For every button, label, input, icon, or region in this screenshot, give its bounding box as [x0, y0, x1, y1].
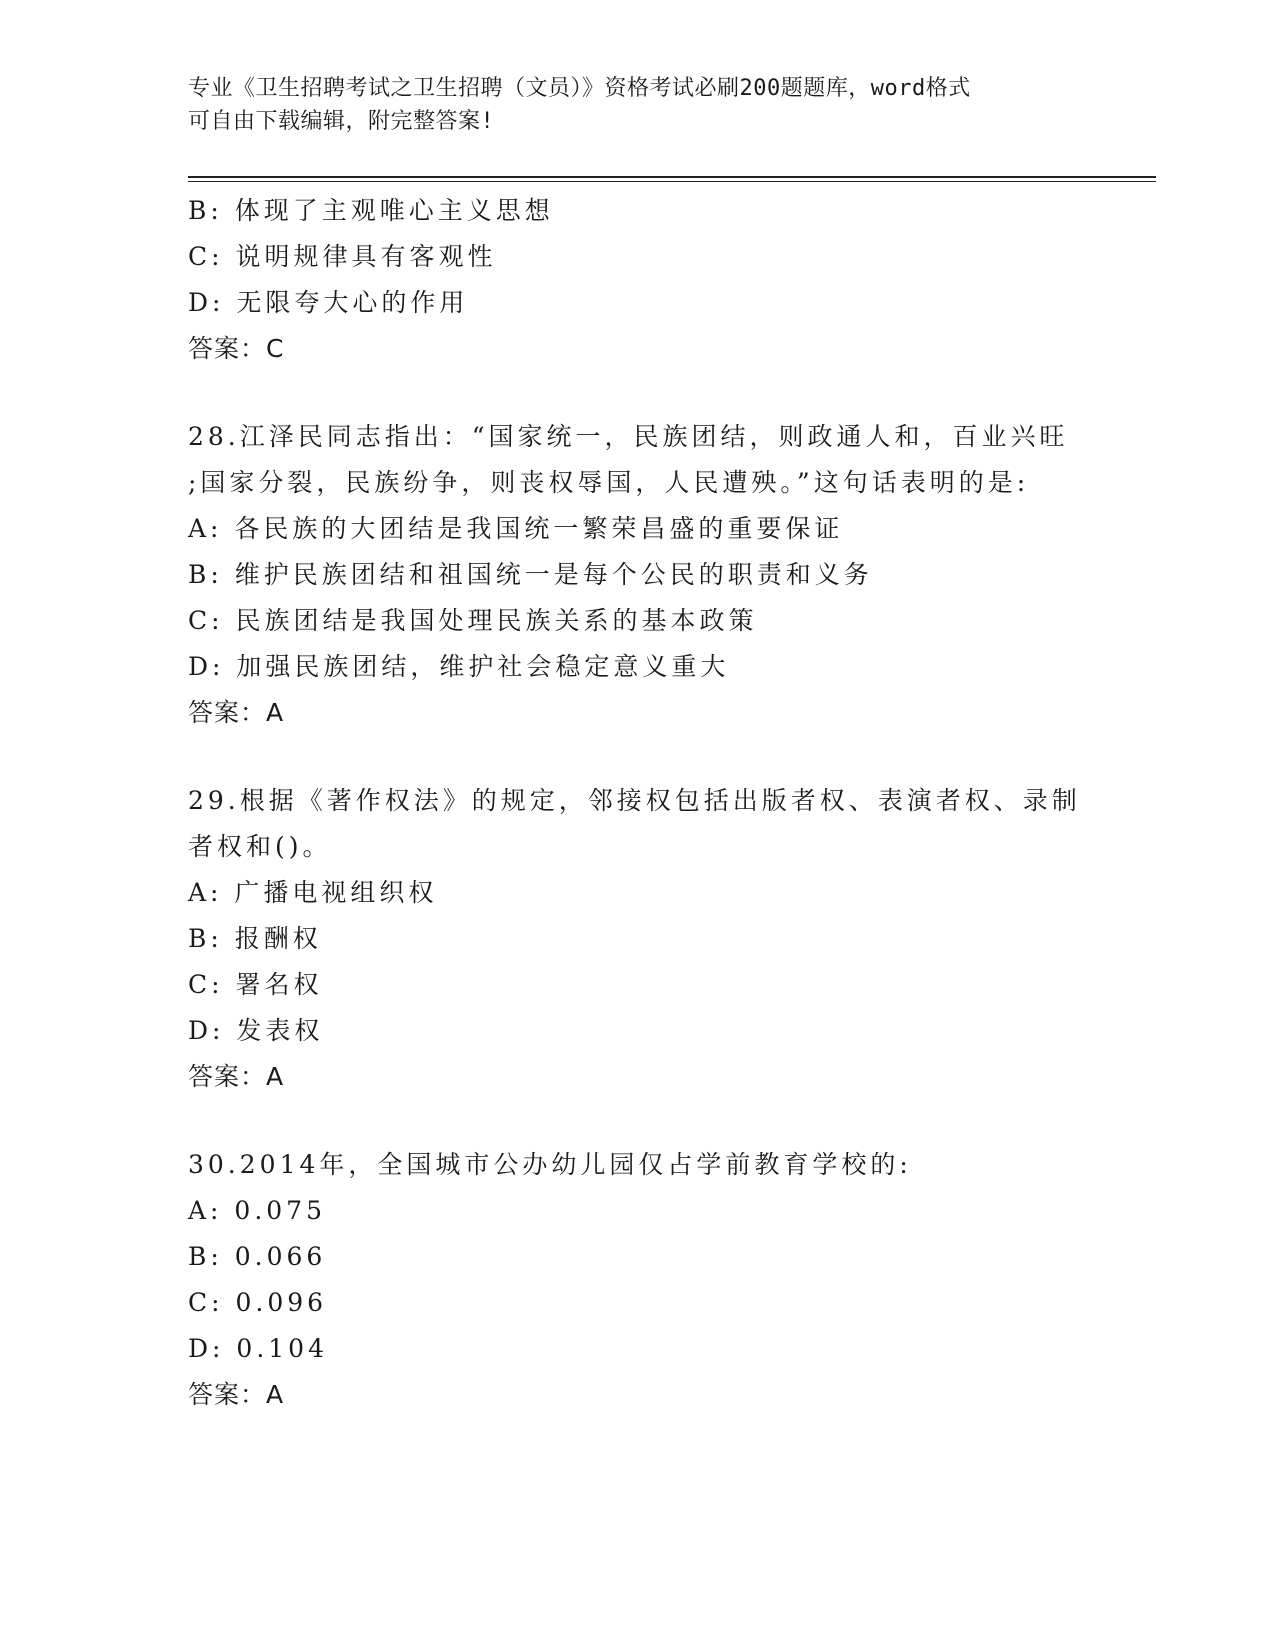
question-stem-line: 30.2014年，全国城市公办幼儿园仅占学前教育学校的:: [188, 1150, 912, 1179]
answer-line: 答案：C: [188, 334, 285, 363]
option-a: A: 各民族的大团结是我国统一繁荣昌盛的重要保证: [188, 514, 844, 543]
question-stem-line: 者权和()。: [188, 832, 332, 861]
option-d: D: 发表权: [188, 1016, 324, 1045]
option-b: B: 体现了主观唯心主义思想: [188, 196, 554, 225]
option-d: D: 无限夸大心的作用: [188, 288, 469, 317]
option-b: B: 0.066: [188, 1242, 327, 1271]
spacer: [188, 1100, 1088, 1142]
option-c: C: 署名权: [188, 970, 323, 999]
header-line-2: 可自由下载编辑，附完整答案!: [188, 109, 495, 134]
option-c: C: 0.096: [188, 1288, 328, 1317]
question-29: [188, 778, 1088, 1100]
header-divider-thick: [188, 176, 1156, 178]
option-c: C: 说明规律具有客观性: [188, 242, 497, 271]
question-stem-line: 28.江泽民同志指出：“国家统一，民族团结，则政通人和，百业兴旺: [188, 422, 1069, 451]
header-line-1: 专业《卫生招聘考试之卫生招聘（文员）》资格考试必刷200题题库，word格式: [188, 76, 971, 101]
question-27: [188, 188, 1088, 372]
question-list: [188, 188, 1088, 1418]
option-a: A: 0.075: [188, 1196, 326, 1225]
option-c: C: 民族团结是我国处理民族关系的基本政策: [188, 606, 758, 635]
question-30: [188, 1142, 1088, 1418]
option-d: D: 0.104: [188, 1334, 328, 1363]
spacer: [188, 736, 1088, 778]
option-d: D: 加强民族团结，维护社会稳定意义重大: [188, 652, 730, 681]
answer-line: 答案：A: [188, 698, 285, 727]
option-a: A: 广播电视组织权: [188, 878, 438, 907]
document-header: [188, 72, 1068, 138]
answer-line: 答案：A: [188, 1380, 285, 1409]
question-stem-line: 29.根据《著作权法》的规定，邻接权包括出版者权、表演者权、录制: [188, 786, 1081, 815]
option-b: B: 维护民族团结和祖国统一是每个公民的职责和义务: [188, 560, 873, 589]
question-stem-line: ;国家分裂，民族纷争，则丧权辱国，人民遭殃。”这句话表明的是:: [188, 468, 1030, 497]
spacer: [188, 372, 1088, 414]
option-b: B: 报酬权: [188, 924, 322, 953]
question-28: [188, 414, 1088, 736]
answer-line: 答案：A: [188, 1062, 285, 1091]
header-divider-thin: [188, 181, 1156, 182]
